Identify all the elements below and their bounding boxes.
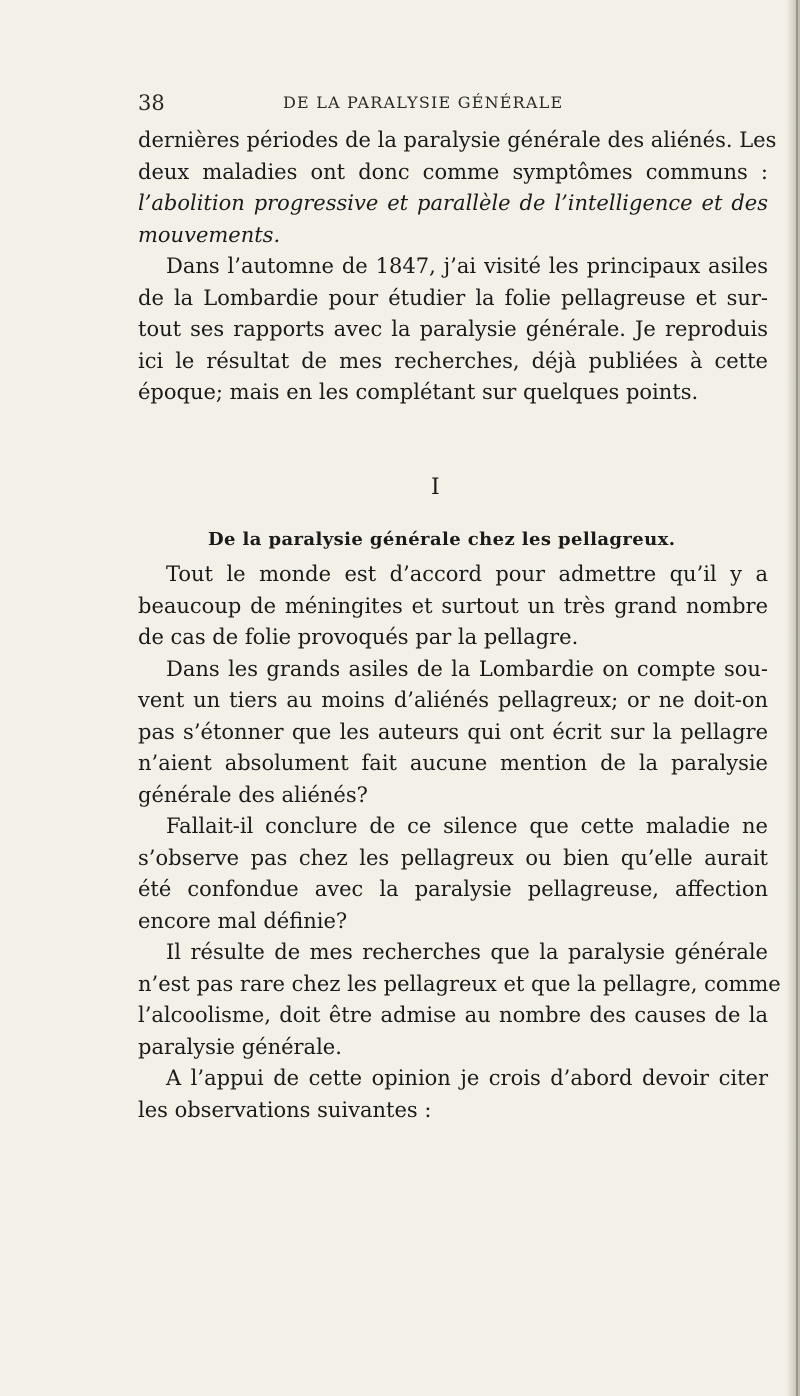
text-line: beaucoup de méningites et surtout un très grand nombre [138,593,768,618]
text-line-italic: mouvements. [138,222,281,247]
paragraph-7 [138,1063,768,1126]
text-line: paralysie générale. [138,1034,342,1059]
text-line: A l’appui de cette opinion je crois d’abord devoir citer [166,1066,768,1090]
text-line: été confondue avec la paralysie pellagreuse, affection [138,877,768,901]
text-line: de cas de folie provoqués par la pellagre. [138,625,579,649]
text-line: Tout le monde est d’accord pour admettre qu’il y a [166,562,768,586]
text-line: s’observe pas chez les pellagreux ou bien qu’elle aurait [138,845,768,870]
text-line: Dans les grands asiles de la Lombardie on compte sou- [166,656,768,681]
text-line: vent un tiers au moins d’aliénés pellagreux; or ne doit-on [138,688,768,712]
text-block-top [138,125,777,409]
section-heading: De la paralysie générale chez les pellagreux. [208,529,676,550]
text-line: époque; mais en les complétant sur quelques points. [138,380,699,404]
text-line: n’est pas rare chez les pellagreux et que la pellagre, comme [138,971,781,996]
text-line: dernières périodes de la paralysie générale des aliénés. Les [138,128,777,152]
page-header [138,86,758,120]
paragraph-1 [138,125,777,251]
paragraph-5 [138,811,768,937]
paragraph-3 [138,559,768,654]
running-title: DE LA PARALYSIE GÉNÉRALE [283,93,564,112]
text-line: de la Lombardie pour étudier la folie pellagreuse et sur- [138,285,768,310]
text-line: deux maladies ont donc comme symptômes communs : [138,159,768,184]
paragraph-6 [138,937,781,1063]
text-line: générale des aliénés? [138,782,368,807]
text-line: l’alcoolisme, doit être admise au nombre des causes de la [138,1003,768,1027]
text-line: les observations suivantes : [138,1097,432,1122]
text-line: pas s’étonner que les auteurs qui ont écrit sur la pellagre [138,719,768,744]
text-line-italic: l’abolition progressive et parallèle de l’intelligence et des [138,191,768,215]
text-line: Dans l’automne de 1847, j’ai visité les principaux asiles [166,254,768,278]
text-line: encore mal définie? [138,908,348,933]
paragraph-2 [138,251,768,409]
page-number: 38 [138,91,165,115]
text-line: Fallait-il conclure de ce silence que cette maladie ne [166,814,768,838]
text-line: tout ses rapports avec la paralysie générale. Je reproduis [138,317,768,341]
text-line: ici le résultat de mes recherches, déjà publiées à cette [138,348,768,373]
text-line: n’aient absolument fait aucune mention de la paralysie [138,751,768,775]
page-edge-line [796,0,798,1396]
section-numeral: I [431,475,440,500]
paragraph-4 [138,654,768,812]
text-block-section [138,559,781,1126]
text-line: Il résulte de mes recherches que la paralysie générale [166,940,768,964]
